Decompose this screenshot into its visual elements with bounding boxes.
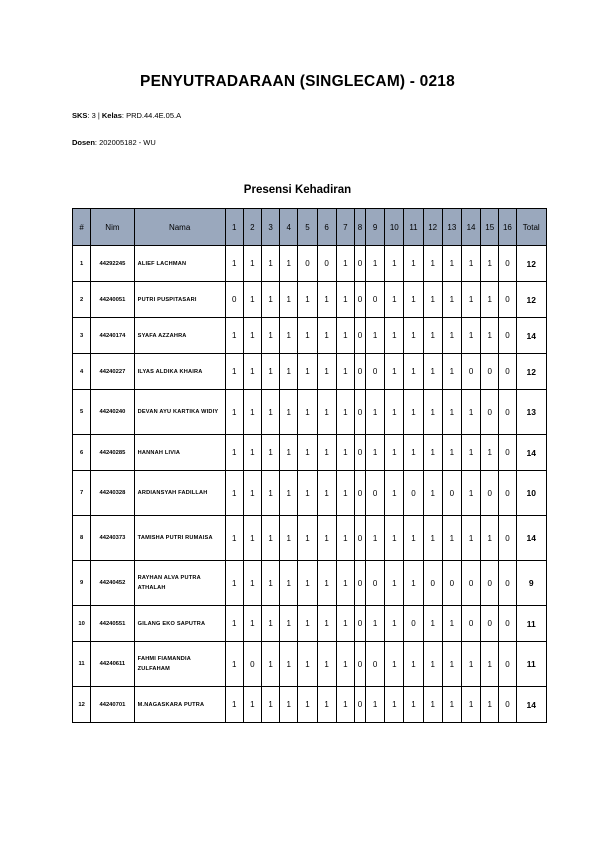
name-cell: RAYHAN ALVA PUTRA ATHALAH: [134, 561, 225, 606]
column-header: 10: [385, 209, 404, 246]
attendance-cell: 1: [461, 246, 480, 282]
dosen-value: : 202005182 - WU: [94, 138, 156, 147]
nim-cell: 44240452: [91, 561, 134, 606]
attendance-cell: 1: [298, 471, 317, 516]
sks-value: : 3: [87, 111, 96, 120]
attendance-cell: 1: [366, 390, 385, 435]
column-header: 2: [243, 209, 261, 246]
attendance-cell: 1: [385, 354, 404, 390]
attendance-cell: 1: [225, 606, 243, 642]
column-header: Total: [516, 209, 547, 246]
attendance-cell: 1: [336, 471, 354, 516]
name-cell: ALIEF LACHMAN: [134, 246, 225, 282]
attendance-cell: 1: [442, 687, 461, 723]
attendance-cell: 1: [404, 390, 423, 435]
attendance-cell: 1: [317, 606, 336, 642]
attendance-cell: 1: [461, 282, 480, 318]
attendance-cell: 1: [317, 354, 336, 390]
attendance-cell: 0: [404, 471, 423, 516]
attendance-cell: 1: [336, 561, 354, 606]
attendance-cell: 1: [404, 687, 423, 723]
attendance-cell: 1: [298, 318, 317, 354]
attendance-cell: 1: [366, 606, 385, 642]
column-header: 3: [261, 209, 279, 246]
name-cell: M.NAGASKARA PUTRA: [134, 687, 225, 723]
attendance-cell: 1: [366, 246, 385, 282]
attendance-cell: 1: [442, 246, 461, 282]
attendance-cell: 1: [385, 246, 404, 282]
attendance-cell: 1: [481, 282, 499, 318]
attendance-cell: 1: [366, 516, 385, 561]
attendance-cell: 1: [298, 435, 317, 471]
attendance-cell: 0: [354, 561, 365, 606]
attendance-cell: 1: [366, 318, 385, 354]
name-cell: FAHMI FIAMANDIA ZULFAHAM: [134, 642, 225, 687]
attendance-cell: 1: [336, 642, 354, 687]
attendance-cell: 1: [385, 471, 404, 516]
attendance-cell: 1: [298, 516, 317, 561]
row-number-cell: 4: [73, 354, 91, 390]
attendance-cell: 1: [261, 561, 279, 606]
attendance-cell: 1: [461, 687, 480, 723]
attendance-cell: 0: [481, 354, 499, 390]
attendance-cell: 1: [385, 606, 404, 642]
attendance-table: [72, 208, 547, 723]
nim-cell: 44240051: [91, 282, 134, 318]
table-row: [73, 687, 547, 723]
total-cell: 14: [516, 516, 547, 561]
attendance-cell: 1: [336, 435, 354, 471]
attendance-cell: 1: [243, 561, 261, 606]
attendance-cell: 1: [225, 246, 243, 282]
attendance-cell: 1: [461, 471, 480, 516]
attendance-cell: 0: [354, 642, 365, 687]
attendance-cell: 1: [385, 282, 404, 318]
attendance-cell: 1: [225, 435, 243, 471]
column-header: 11: [404, 209, 423, 246]
attendance-cell: 1: [261, 390, 279, 435]
attendance-cell: 0: [354, 435, 365, 471]
row-number-cell: 1: [73, 246, 91, 282]
attendance-cell: 1: [404, 435, 423, 471]
page-title: PENYUTRADARAAN (SINGLECAM) - 0218: [140, 73, 455, 90]
attendance-cell: 0: [499, 561, 516, 606]
attendance-cell: 1: [225, 471, 243, 516]
attendance-cell: 0: [354, 318, 365, 354]
attendance-cell: 0: [461, 354, 480, 390]
sks-label: SKS: [72, 111, 88, 120]
attendance-cell: 1: [461, 318, 480, 354]
attendance-cell: 0: [366, 354, 385, 390]
attendance-cell: 1: [461, 390, 480, 435]
attendance-cell: 1: [298, 606, 317, 642]
attendance-cell: 1: [481, 246, 499, 282]
column-header: 8: [354, 209, 365, 246]
attendance-cell: 1: [423, 642, 442, 687]
table-row: [73, 246, 547, 282]
attendance-cell: 1: [280, 516, 298, 561]
total-cell: 10: [516, 471, 547, 516]
attendance-cell: 1: [298, 354, 317, 390]
attendance-cell: 1: [280, 318, 298, 354]
attendance-cell: 1: [442, 390, 461, 435]
attendance-cell: 1: [243, 354, 261, 390]
attendance-cell: 1: [404, 246, 423, 282]
attendance-cell: 1: [336, 516, 354, 561]
attendance-cell: 0: [461, 561, 480, 606]
attendance-cell: 0: [225, 282, 243, 318]
attendance-cell: 1: [423, 318, 442, 354]
attendance-cell: 1: [481, 516, 499, 561]
attendance-cell: 1: [243, 435, 261, 471]
attendance-cell: 1: [261, 642, 279, 687]
attendance-cell: 1: [423, 282, 442, 318]
attendance-cell: 1: [442, 435, 461, 471]
attendance-cell: 1: [404, 318, 423, 354]
attendance-cell: 1: [225, 642, 243, 687]
attendance-cell: 1: [317, 687, 336, 723]
total-cell: 14: [516, 687, 547, 723]
attendance-cell: 1: [336, 606, 354, 642]
table-row: [73, 354, 547, 390]
attendance-cell: 1: [261, 435, 279, 471]
attendance-cell: 1: [423, 390, 442, 435]
attendance-cell: 1: [404, 642, 423, 687]
nim-cell: 44240285: [91, 435, 134, 471]
attendance-cell: 1: [261, 246, 279, 282]
attendance-cell: 0: [442, 471, 461, 516]
name-cell: PUTRI PUSPITASARI: [134, 282, 225, 318]
course-info-line: [72, 111, 181, 120]
attendance-cell: 1: [261, 354, 279, 390]
attendance-cell: 1: [442, 606, 461, 642]
column-header: Nama: [134, 209, 225, 246]
column-header: 6: [317, 209, 336, 246]
attendance-cell: 0: [354, 516, 365, 561]
attendance-cell: 0: [354, 687, 365, 723]
row-number-cell: 7: [73, 471, 91, 516]
nim-cell: 44240227: [91, 354, 134, 390]
attendance-cell: 1: [261, 318, 279, 354]
attendance-cell: 0: [366, 561, 385, 606]
attendance-cell: 1: [442, 318, 461, 354]
attendance-cell: 0: [354, 390, 365, 435]
attendance-cell: 1: [225, 687, 243, 723]
attendance-cell: 1: [385, 642, 404, 687]
attendance-cell: 1: [243, 282, 261, 318]
attendance-cell: 1: [336, 354, 354, 390]
attendance-cell: 1: [385, 435, 404, 471]
column-header: 14: [461, 209, 480, 246]
attendance-cell: 1: [280, 435, 298, 471]
attendance-cell: 1: [317, 642, 336, 687]
table-row: [73, 318, 547, 354]
attendance-cell: 1: [461, 516, 480, 561]
row-number-cell: 10: [73, 606, 91, 642]
attendance-cell: 0: [354, 246, 365, 282]
total-cell: 11: [516, 642, 547, 687]
total-cell: 12: [516, 246, 547, 282]
attendance-cell: 0: [499, 390, 516, 435]
attendance-cell: 1: [261, 687, 279, 723]
attendance-cell: 1: [225, 354, 243, 390]
attendance-cell: 1: [280, 390, 298, 435]
name-cell: ARDIANSYAH FADILLAH: [134, 471, 225, 516]
attendance-cell: 1: [336, 282, 354, 318]
attendance-cell: 1: [225, 561, 243, 606]
attendance-cell: 1: [280, 246, 298, 282]
attendance-cell: 1: [404, 561, 423, 606]
attendance-cell: 0: [499, 687, 516, 723]
attendance-cell: 0: [499, 318, 516, 354]
attendance-cell: 1: [225, 318, 243, 354]
attendance-cell: 1: [261, 516, 279, 561]
table-row: [73, 282, 547, 318]
attendance-cell: 1: [243, 246, 261, 282]
attendance-cell: 1: [442, 282, 461, 318]
name-cell: GILANG EKO SAPUTRA: [134, 606, 225, 642]
attendance-cell: 1: [481, 642, 499, 687]
attendance-cell: 1: [423, 435, 442, 471]
attendance-cell: 1: [280, 282, 298, 318]
attendance-cell: 1: [243, 318, 261, 354]
attendance-cell: 1: [461, 642, 480, 687]
attendance-cell: 1: [442, 354, 461, 390]
attendance-cell: 0: [499, 471, 516, 516]
total-cell: 14: [516, 435, 547, 471]
table-row: [73, 642, 547, 687]
attendance-cell: 1: [423, 516, 442, 561]
attendance-cell: 1: [243, 390, 261, 435]
attendance-cell: 1: [423, 471, 442, 516]
attendance-cell: 1: [423, 687, 442, 723]
attendance-cell: 1: [280, 471, 298, 516]
row-number-cell: 6: [73, 435, 91, 471]
attendance-cell: 1: [336, 390, 354, 435]
name-cell: HANNAH LIVIA: [134, 435, 225, 471]
info-separator: |: [95, 111, 102, 120]
attendance-cell: 1: [366, 687, 385, 723]
attendance-cell: 1: [298, 642, 317, 687]
attendance-cell: 1: [385, 687, 404, 723]
nim-cell: 44240373: [91, 516, 134, 561]
attendance-cell: 1: [423, 606, 442, 642]
nim-cell: 44240551: [91, 606, 134, 642]
attendance-cell: 0: [499, 246, 516, 282]
attendance-cell: 1: [481, 687, 499, 723]
attendance-cell: 1: [261, 282, 279, 318]
column-header: 12: [423, 209, 442, 246]
attendance-cell: 1: [280, 606, 298, 642]
nim-cell: 44240701: [91, 687, 134, 723]
attendance-cell: 0: [499, 516, 516, 561]
attendance-cell: 1: [280, 561, 298, 606]
column-header: #: [73, 209, 91, 246]
attendance-cell: 0: [499, 435, 516, 471]
attendance-cell: 0: [354, 354, 365, 390]
attendance-cell: 1: [385, 561, 404, 606]
column-header: 16: [499, 209, 516, 246]
column-header: 13: [442, 209, 461, 246]
nim-cell: 44240328: [91, 471, 134, 516]
attendance-cell: 1: [317, 561, 336, 606]
attendance-cell: 0: [366, 471, 385, 516]
attendance-cell: 1: [225, 516, 243, 561]
attendance-cell: 0: [366, 282, 385, 318]
attendance-cell: 1: [243, 687, 261, 723]
name-cell: ILYAS ALDIKA KHAIRA: [134, 354, 225, 390]
attendance-cell: 1: [385, 516, 404, 561]
section-title: Presensi Kehadiran: [243, 184, 352, 196]
attendance-cell: 0: [317, 246, 336, 282]
nim-cell: 44240174: [91, 318, 134, 354]
column-header: 4: [280, 209, 298, 246]
attendance-cell: 1: [423, 354, 442, 390]
total-cell: 14: [516, 318, 547, 354]
attendance-cell: 0: [298, 246, 317, 282]
attendance-cell: 1: [317, 282, 336, 318]
attendance-cell: 0: [499, 642, 516, 687]
attendance-cell: 1: [336, 687, 354, 723]
attendance-cell: 0: [499, 354, 516, 390]
attendance-cell: 1: [317, 471, 336, 516]
attendance-cell: 0: [354, 282, 365, 318]
table-row: [73, 516, 547, 561]
table-row: [73, 471, 547, 516]
column-header: 5: [298, 209, 317, 246]
header-row: [73, 209, 547, 246]
attendance-cell: 0: [499, 282, 516, 318]
attendance-cell: 0: [481, 390, 499, 435]
attendance-cell: 1: [317, 390, 336, 435]
attendance-cell: 1: [423, 246, 442, 282]
attendance-cell: 0: [243, 642, 261, 687]
nim-cell: 44292245: [91, 246, 134, 282]
row-number-cell: 11: [73, 642, 91, 687]
row-number-cell: 12: [73, 687, 91, 723]
attendance-cell: 1: [404, 516, 423, 561]
attendance-cell: 1: [261, 606, 279, 642]
attendance-cell: 0: [481, 606, 499, 642]
dosen-label: Dosen: [72, 138, 95, 147]
attendance-cell: 1: [481, 435, 499, 471]
attendance-cell: 1: [298, 282, 317, 318]
row-number-cell: 5: [73, 390, 91, 435]
attendance-cell: 1: [461, 435, 480, 471]
attendance-cell: 1: [336, 318, 354, 354]
name-cell: DEVAN AYU KARTIKA WIDIY: [134, 390, 225, 435]
attendance-cell: 1: [317, 435, 336, 471]
attendance-cell: 1: [385, 390, 404, 435]
attendance-cell: 1: [404, 354, 423, 390]
total-cell: 9: [516, 561, 547, 606]
column-header: Nim: [91, 209, 134, 246]
lecturer-info-line: [72, 138, 156, 147]
attendance-cell: 0: [423, 561, 442, 606]
table-row: [73, 390, 547, 435]
table-row: [73, 435, 547, 471]
table-row: [73, 606, 547, 642]
column-header: 1: [225, 209, 243, 246]
total-cell: 12: [516, 354, 547, 390]
attendance-cell: 1: [404, 282, 423, 318]
attendance-cell: 1: [481, 318, 499, 354]
attendance-cell: 1: [243, 606, 261, 642]
total-cell: 13: [516, 390, 547, 435]
column-header: 15: [481, 209, 499, 246]
attendance-cell: 1: [225, 390, 243, 435]
column-header: 7: [336, 209, 354, 246]
attendance-cell: 1: [298, 390, 317, 435]
column-header: 9: [366, 209, 385, 246]
attendance-cell: 1: [243, 516, 261, 561]
row-number-cell: 9: [73, 561, 91, 606]
attendance-cell: 1: [442, 642, 461, 687]
attendance-cell: 0: [354, 606, 365, 642]
table-row: [73, 561, 547, 606]
attendance-cell: 1: [280, 687, 298, 723]
total-cell: 12: [516, 282, 547, 318]
attendance-cell: 1: [336, 246, 354, 282]
attendance-cell: 0: [481, 471, 499, 516]
attendance-cell: 0: [461, 606, 480, 642]
kelas-value: : PRD.44.4E.05.A: [121, 111, 182, 120]
attendance-cell: 1: [298, 687, 317, 723]
attendance-cell: 0: [404, 606, 423, 642]
attendance-cell: 0: [354, 471, 365, 516]
attendance-cell: 1: [366, 435, 385, 471]
attendance-cell: 1: [280, 354, 298, 390]
attendance-cell: 0: [499, 606, 516, 642]
total-cell: 11: [516, 606, 547, 642]
attendance-cell: 1: [243, 471, 261, 516]
attendance-cell: 0: [366, 642, 385, 687]
attendance-cell: 1: [442, 516, 461, 561]
name-cell: TAMISHA PUTRI RUMAISA: [134, 516, 225, 561]
nim-cell: 44240611: [91, 642, 134, 687]
attendance-cell: 0: [481, 561, 499, 606]
attendance-cell: 1: [298, 561, 317, 606]
row-number-cell: 2: [73, 282, 91, 318]
attendance-cell: 1: [385, 318, 404, 354]
attendance-cell: 1: [280, 642, 298, 687]
kelas-label: Kelas: [101, 111, 122, 120]
attendance-cell: 0: [442, 561, 461, 606]
attendance-cell: 1: [317, 318, 336, 354]
attendance-cell: 1: [261, 471, 279, 516]
row-number-cell: 8: [73, 516, 91, 561]
attendance-cell: 1: [317, 516, 336, 561]
name-cell: SYAFA AZZAHRA: [134, 318, 225, 354]
nim-cell: 44240240: [91, 390, 134, 435]
row-number-cell: 3: [73, 318, 91, 354]
